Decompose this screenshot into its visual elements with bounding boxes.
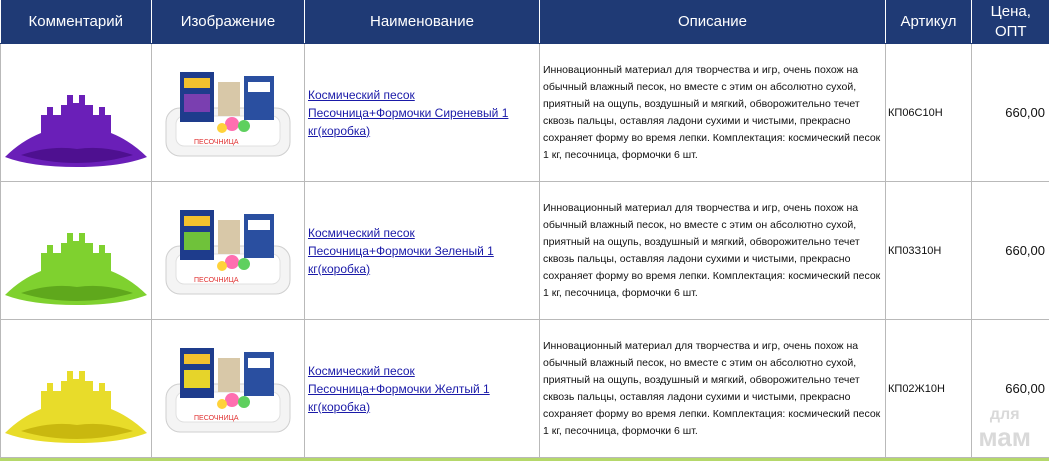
- product-price: 660,00: [972, 320, 1049, 458]
- table-row: [1, 320, 1049, 458]
- column-header-image: Изображение: [152, 0, 305, 44]
- product-description: Инновационный материал для творчества и игр, очень похож на обычный влажный песок, но вместе с этим он абсолютно сухой, приятный на ощупь, воздушный и мягкий, обворожительно течет сквозь пальцы, оставляя ладони сухими и чистыми, прекрасно сохраняет форму во время лепки. Комплектация: космический песок 1 кг, песочница, формочки 6 шт.: [540, 44, 886, 182]
- product-box-icon: [158, 196, 298, 306]
- product-price: 660,00: [972, 44, 1049, 182]
- product-name-cell: [305, 44, 540, 182]
- sand-castle-image: [1, 182, 152, 320]
- product-description: Инновационный материал для творчества и игр, очень похож на обычный влажный песок, но вместе с этим он абсолютно сухой, приятный на ощупь, воздушный и мягкий, обворожительно течет сквозь пальцы, оставляя ладони сухими и чистыми, прекрасно сохраняет форму во время лепки. Комплектация: космический песок 1 кг, песочница, формочки 6 шт.: [540, 182, 886, 320]
- column-header-name: Наименование: [305, 0, 540, 44]
- sand-castle-icon: [1, 321, 151, 457]
- sand-castle-image: [1, 44, 152, 182]
- column-header-price: Цена, ОПТ: [972, 0, 1049, 44]
- watermark-logo: для мам: [978, 406, 1031, 452]
- sand-castle-image: [1, 320, 152, 458]
- product-link[interactable]: Космический песок Песочница+Формочки Сиреневый 1 кг(коробка): [308, 87, 509, 138]
- product-price: 660,00: [972, 182, 1049, 320]
- product-name-cell: [305, 182, 540, 320]
- product-image: [152, 182, 305, 320]
- product-sku: КП06С10Н: [886, 44, 972, 182]
- svg-text:ПЕСОЧНИЦА: ПЕСОЧНИЦА: [194, 276, 239, 284]
- product-sku: КП03З10Н: [886, 182, 972, 320]
- sand-castle-icon: [1, 183, 151, 319]
- product-description: Инновационный материал для творчества и игр, очень похож на обычный влажный песок, но вместе с этим он абсолютно сухой, приятный на ощупь, воздушный и мягкий, обворожительно течет сквозь пальцы, оставляя ладони сухими и чистыми, прекрасно сохраняет форму во время лепки. Комплектация: космический песок 1 кг, песочница, формочки 6 шт.: [540, 320, 886, 458]
- sand-castle-icon: [1, 45, 151, 181]
- product-box-icon: [158, 334, 298, 444]
- product-image: [152, 320, 305, 458]
- table-row: [1, 182, 1049, 320]
- column-header-description: Описание: [540, 0, 886, 44]
- product-name-cell: [305, 320, 540, 458]
- svg-text:ПЕСОЧНИЦА: ПЕСОЧНИЦА: [194, 138, 239, 146]
- table-row: [1, 44, 1049, 182]
- column-header-sku: Артикул: [886, 0, 972, 44]
- product-box-icon: [158, 58, 298, 168]
- svg-text:ПЕСОЧНИЦА: ПЕСОЧНИЦА: [194, 414, 239, 422]
- table-header-row: [1, 0, 1049, 44]
- product-sku: КП02Ж10Н: [886, 320, 972, 458]
- column-header-comment: Комментарий: [1, 0, 152, 44]
- product-link[interactable]: Космический песок Песочница+Формочки Желтый 1 кг(коробка): [308, 363, 490, 414]
- product-link[interactable]: Космический песок Песочница+Формочки Зеленый 1 кг(коробка): [308, 225, 494, 276]
- product-image: [152, 44, 305, 182]
